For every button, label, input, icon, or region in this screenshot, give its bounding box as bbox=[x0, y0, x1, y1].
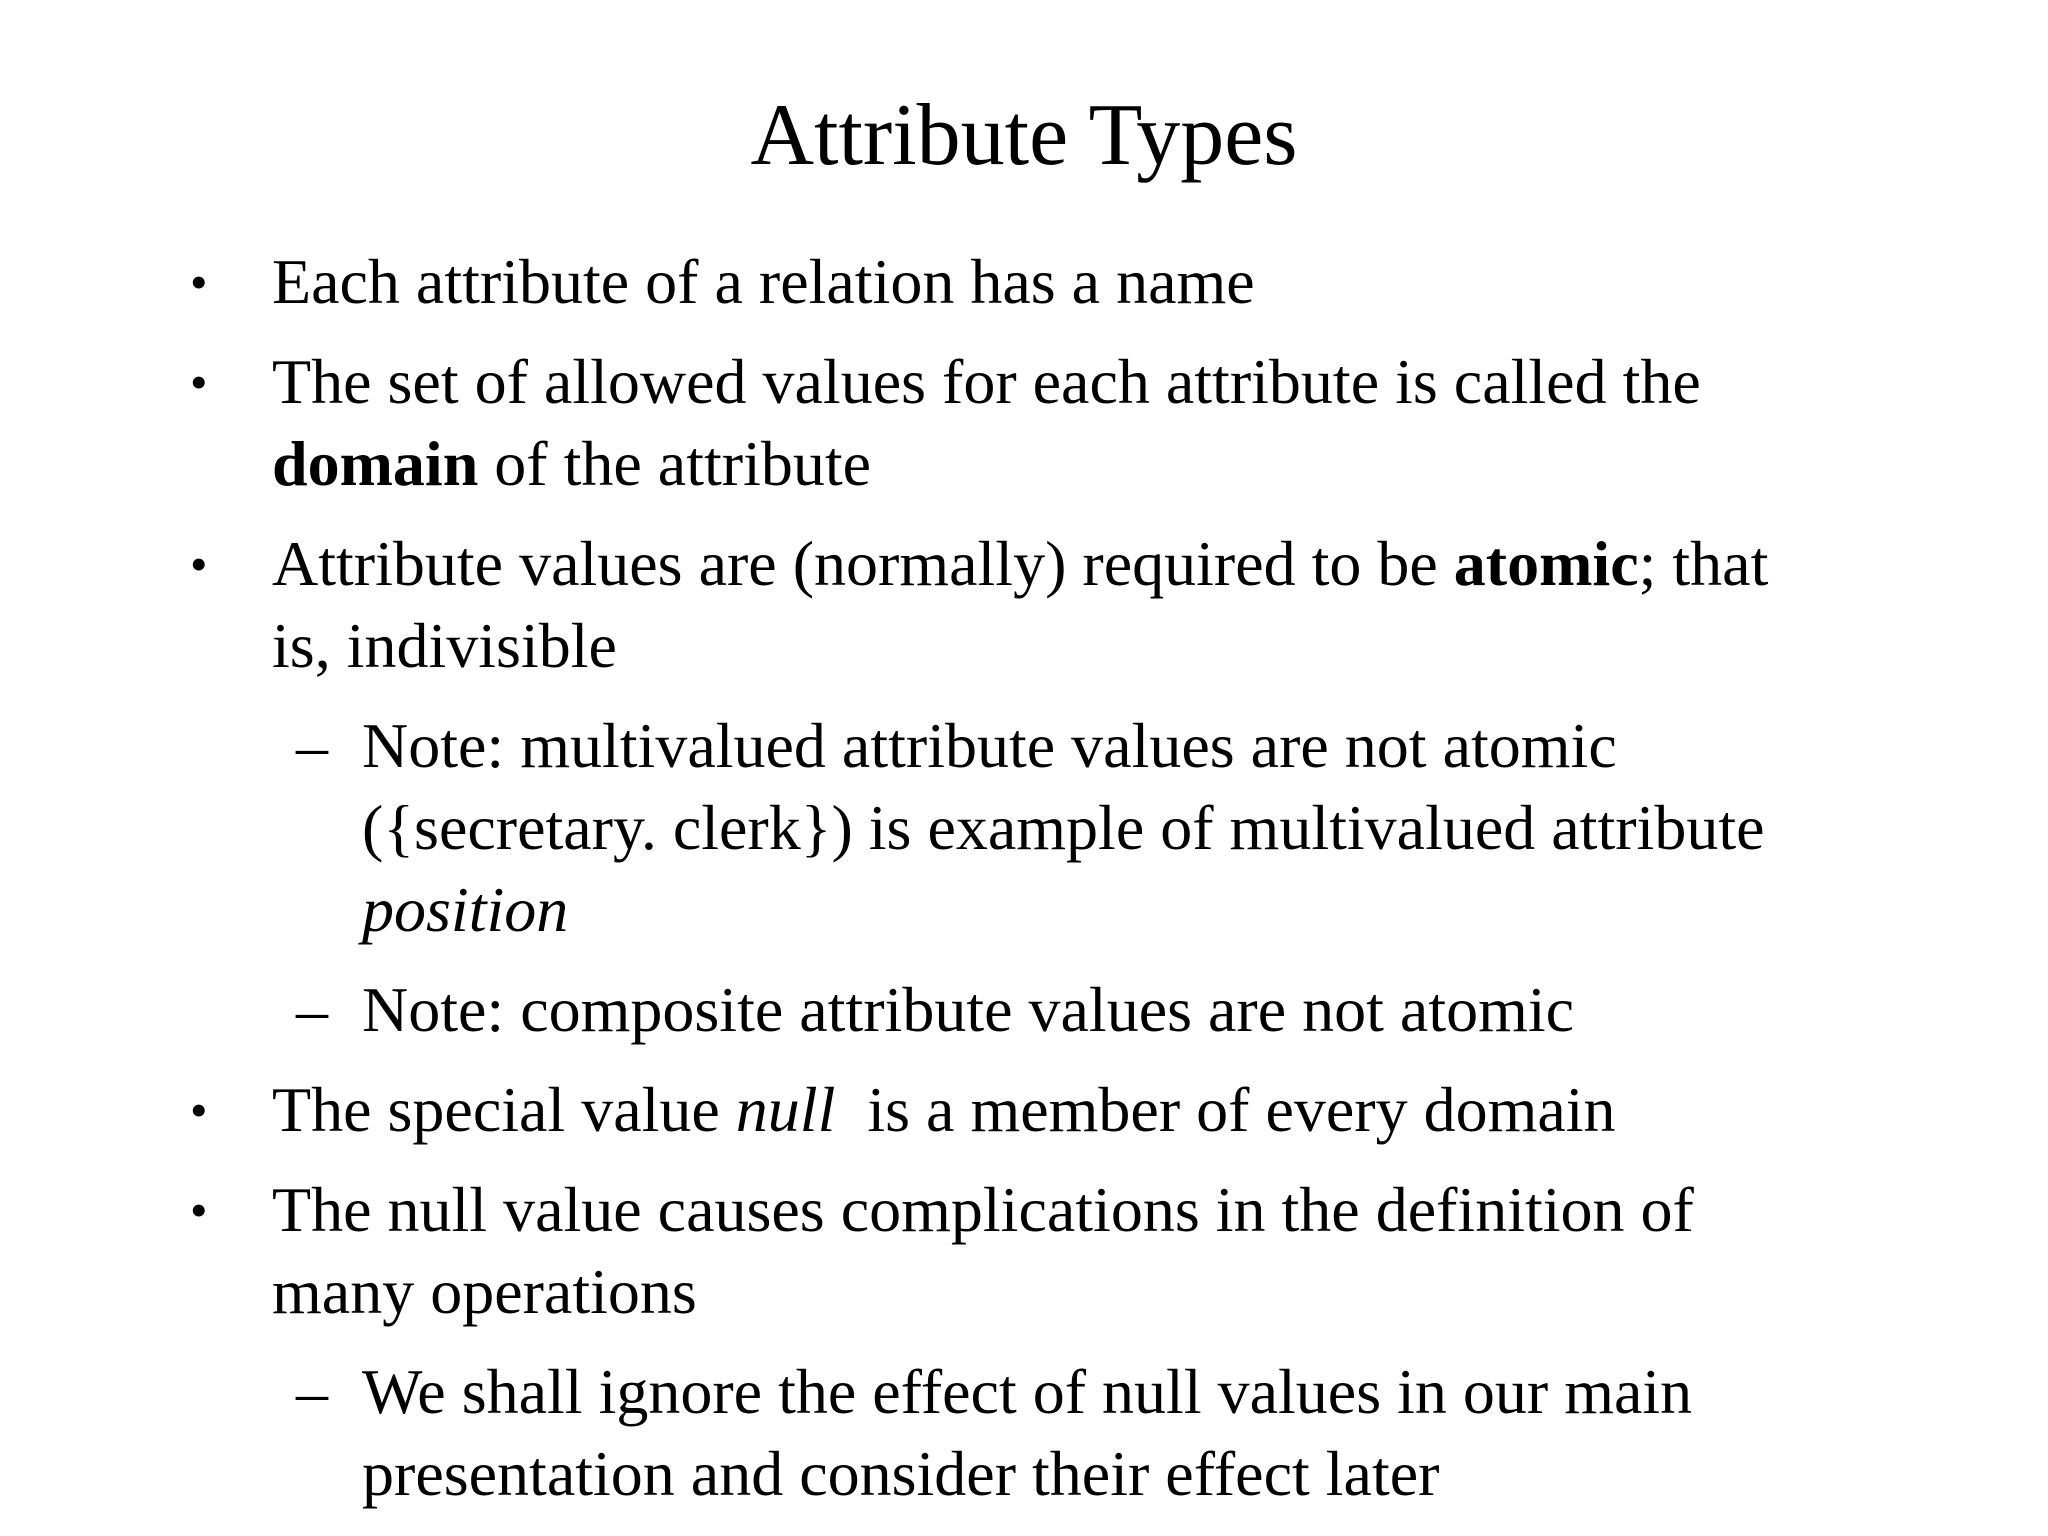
bullet-domain-line1: The set of allowed values for each attribute is called the bbox=[272, 346, 1701, 417]
sub-bullet-marker: – bbox=[296, 710, 328, 781]
atomic-post: ; that bbox=[1638, 528, 1769, 599]
atomic-term: atomic bbox=[1453, 528, 1639, 599]
bullet-atomic-line1 bbox=[272, 523, 1768, 605]
position-term: position bbox=[362, 874, 569, 945]
bullet-marker: • bbox=[190, 254, 208, 310]
sub-composite: Note: composite attribute values are not atomic bbox=[362, 974, 1575, 1045]
bullet-marker: • bbox=[190, 354, 208, 410]
null-term: null bbox=[735, 1074, 836, 1145]
null-post: is a member of every domain bbox=[835, 1074, 1616, 1145]
slide-title: Attribute Types bbox=[750, 87, 1298, 184]
atomic-pre: Attribute values are (normally) required to be bbox=[272, 528, 1454, 599]
domain-term: domain bbox=[272, 428, 479, 499]
sub-multivalued-line3 bbox=[362, 869, 568, 951]
bullet-atomic-line2: is, indivisible bbox=[272, 610, 617, 681]
bullet-domain-line2 bbox=[272, 423, 871, 505]
bullet-null-complications-line2: many operations bbox=[272, 1256, 697, 1327]
bullet-null-complications-line1: The null value causes complications in the definition of bbox=[272, 1174, 1694, 1245]
bullet-marker: • bbox=[190, 1082, 208, 1138]
sub-multivalued-line1: Note: multivalued attribute values are not atomic bbox=[362, 710, 1617, 781]
domain-rest: of the attribute bbox=[478, 428, 872, 499]
bullet-attribute-name: Each attribute of a relation has a name bbox=[272, 246, 1255, 317]
sub-bullet-marker: – bbox=[296, 974, 328, 1045]
bullet-marker: • bbox=[190, 1182, 208, 1238]
sub-bullet-marker: – bbox=[296, 1356, 328, 1427]
sub-ignore-null-line1: We shall ignore the effect of null values in our main bbox=[362, 1356, 1693, 1427]
bullet-marker: • bbox=[190, 536, 208, 592]
sub-multivalued-line2: ({secretary. clerk}) is example of multivalued attribute bbox=[362, 792, 1765, 863]
null-pre: The special value bbox=[272, 1074, 736, 1145]
sub-ignore-null-line2: presentation and consider their effect later bbox=[362, 1438, 1440, 1509]
bullet-null-member bbox=[272, 1069, 1616, 1151]
